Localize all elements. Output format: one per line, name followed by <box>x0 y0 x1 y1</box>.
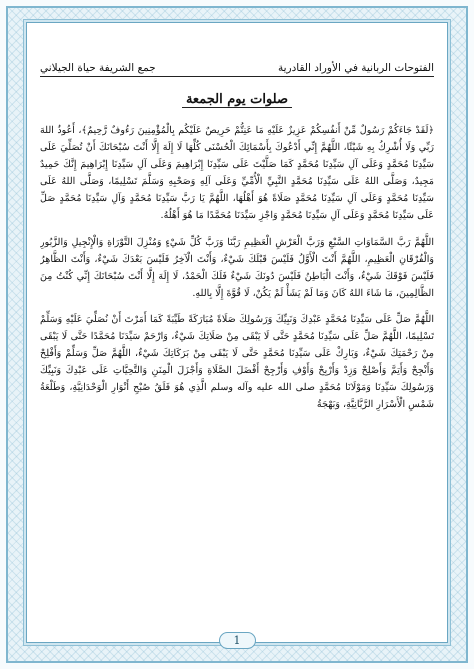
page-number <box>0 632 474 649</box>
paragraph: اللَّهُمَّ صَلِّ عَلَى سَيِّدِنَا مُحَمَّدٍ عَبْدِكَ وَنَبِيِّكَ وَرَسُولِكَ صَلَاةً مُبَارَكَةً طَيِّبَةً كَمَا أَمَرْتَ أَنْ نُصَلِّيَ عَلَيْهِ وَسَلِّمْ تَسْلِيمًا، اللَّهُمَّ صَلِّ عَلَى سَيِّدِنَا مُحَمَّدٍ حَتَّى لَا يَبْقَى مِنْ صَلَاتِكَ شَيْءٌ، وَارْحَمْ سَيِّدَنَا مُحَمَّدًا حَتَّى لَا يَبْقَى مِنْ رَحْمَتِكَ شَيْءٌ، وَبَارِكْ عَلَى سَيِّدِنَا مُحَمَّدٍ حَتَّى لَا يَبْقَى مِنْ بَرَكَاتِكَ شَيْءٌ، اللَّهُمَّ صَلِّ وَسَلِّمْ وَأَفْلِحْ وَأَنْجِحْ وَأَتِمَّ وَأَصْلِحْ وَزِدْ وَأَرْبِحْ وَأَوْفِ وَأَرْجِحْ أَفْضَلَ الصَّلَاةِ وَأَجْزَلَ الْمِنَنِ وَالتَّحِيَّاتِ عَلَى عَبْدِكَ وَنَبِيِّكَ وَرَسُولِكَ سَيِّدِنَا وَمَوْلَانَا مُحَمَّدٍ صلى الله عليه وآله وسلم الَّذِي هُوَ فَلَقُ صُبْحِ أَنْوَارِ الْوَحْدَانِيَّةِ، وَطَلْعَةُ شَمْسِ الْأَسْرَارِ الرَّبَّانِيَّةِ، وَبَهْجَةُ <box>40 313 434 411</box>
body-text <box>40 122 434 613</box>
running-header <box>40 56 434 74</box>
section-title-text: صلوات يوم الجمعة <box>182 92 292 108</box>
page-number-label: 1 <box>219 632 256 649</box>
paragraph: اللَّهُمَّ رَبَّ السَّمَاوَاتِ السَّبْعِ وَرَبَّ الْعَرْشِ الْعَظِيمِ رَبَّنَا وَرَبَّ كُلِّ شَيْءٍ وَمُنْزِلَ التَّوْرَاةِ وَالْإِنْجِيلِ وَالزَّبُورِ وَالْفُرْقَانِ الْعَظِيمِ، اللَّهُمَّ أَنْتَ الْأَوَّلُ فَلَيْسَ قَبْلَكَ شَيْءٌ، وَأَنْتَ الْآخِرُ فَلَيْسَ بَعْدَكَ شَيْءٌ، وَأَنْتَ الظَّاهِرُ فَلَيْسَ فَوْقَكَ شَيْءٌ، وَأَنْتَ الْبَاطِنُ فَلَيْسَ دُونَكَ شَيْءٌ فَلَكَ الْحَمْدُ، لَا إِلَهَ إِلَّا أَنْتَ سُبْحَانَكَ إِنِّي كُنْتُ مِنَ الظَّالِمِينَ، مَا شَاءَ اللهُ كَانَ وَمَا لَمْ يَشَأْ لَمْ يَكُنْ، لَا قُوَّةَ إِلَّا بِاللهِ. <box>40 236 434 299</box>
paragraph: ﴿لَقَدْ جَاءَكُمْ رَسُولٌ مِّنْ أَنفُسِكُمْ عَزِيزٌ عَلَيْهِ مَا عَنِتُّمْ حَرِيصٌ عَلَيْكُم بِالْمُؤْمِنِينَ رَءُوفٌ رَّحِيمٌ﴾، أَعُوذُ اللهَ رَبِّي وَلَا أُشْرِكُ بِهِ شَيْئًا، اللَّهُمَّ إِنِّي أَدْعُوكَ بِأَسْمَائِكَ الْحُسْنَى كُلِّهَا لَا إِلَهَ إِلَّا أَنْتَ سُبْحَانَكَ أَنْ تُصَلِّيَ عَلَى سَيِّدِنَا مُحَمَّدٍ وَعَلَى آلِ سَيِّدِنَا مُحَمَّدٍ كَمَا صَلَّيْتَ عَلَى سَيِّدِنَا إِبْرَاهِيمَ وَعَلَى آلِ سَيِّدِنَا إِبْرَاهِيمَ إِنَّكَ حَمِيدٌ مَجِيدٌ، وَصَلَّى اللهُ عَلَى سَيِّدِنَا مُحَمَّدٍ النَّبِيِّ الْأُمِّيِّ وَعَلَى آلِهِ وَصَحْبِهِ وَسَلَّمَ تَسْلِيمًا، وَصَلَّى اللهُ عَلَى سَيِّدِنَا مُحَمَّدٍ وَعَلَى آلِ سَيِّدِنَا مُحَمَّدٍ صَلَاةً هُوَ أَهْلُهَا، اللَّهُمَّ يَا رَبَّ سَيِّدِنَا مُحَمَّدٍ وَآلِ سَيِّدِنَا مُحَمَّدٍ صَلِّ عَلَى سَيِّدِنَا مُحَمَّدٍ وَعَلَى آلِ سَيِّدِنَا مُحَمَّدٍ وَاجْزِ سَيِّدَنَا مُحَمَّدًا مَا هُوَ أَهْلُهُ. <box>40 125 434 222</box>
header-book-title: الفتوحات الربانية في الأوراد القادرية <box>277 62 434 74</box>
header-divider <box>40 76 434 77</box>
section-title <box>0 92 474 107</box>
header-compiler: جمع الشريفة حياة الجيلاني <box>40 62 156 74</box>
